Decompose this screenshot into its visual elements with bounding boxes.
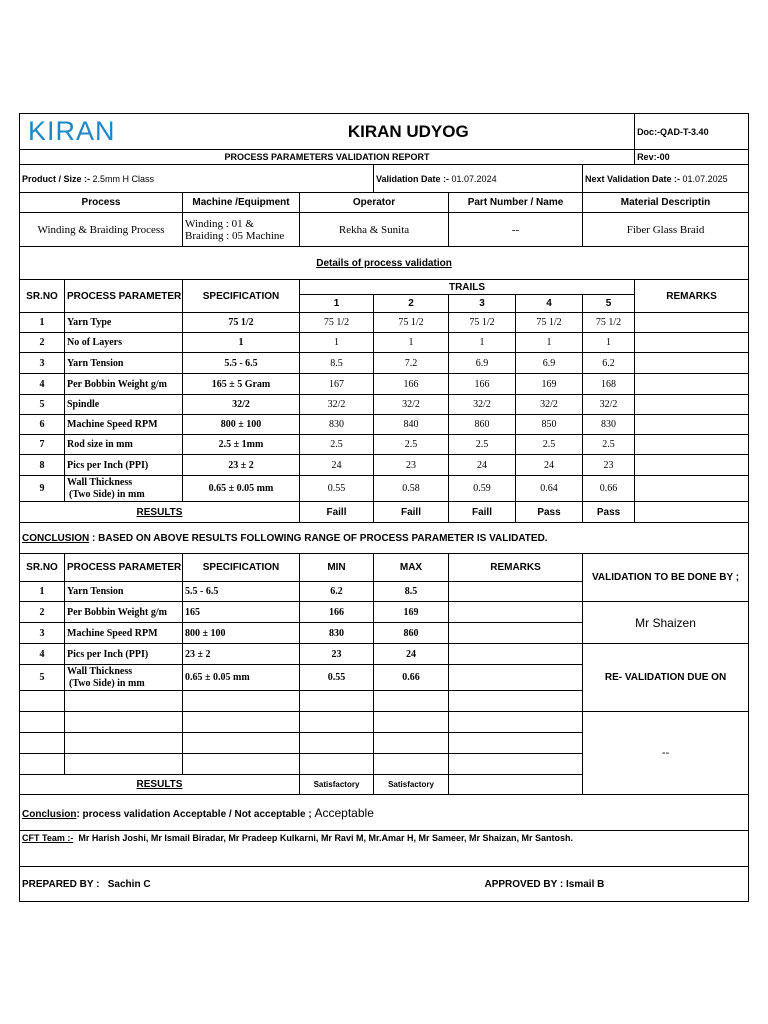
range-row (20, 644, 749, 665)
trial-param: Per Bobbin Weight g/m (65, 374, 183, 395)
trial-value: 0.59 (449, 476, 516, 502)
trial-spec: 5.5 - 6.5 (183, 353, 300, 374)
trial-row (20, 476, 749, 502)
trial-row (20, 455, 749, 476)
range-spec: 23 ± 2 (183, 644, 300, 665)
trial-result: Faill (300, 502, 374, 523)
range-row-empty (20, 712, 749, 733)
kiran-logo: KIRAN (28, 116, 116, 146)
material-value: Fiber Glass Braid (583, 213, 749, 247)
range-row (20, 602, 749, 623)
range-remarks (449, 623, 583, 644)
validation-date-value: 01.07.2024 (451, 173, 497, 184)
range-min: 166 (300, 602, 374, 623)
trial-spec: 0.65 ± 0.05 mm (183, 476, 300, 502)
prepared-by (20, 867, 449, 902)
trial-value: 860 (449, 415, 516, 435)
trial-results-label: RESULTS (20, 502, 300, 523)
trial-param-header: PROCESS PARAMETER (65, 280, 183, 313)
trial-spec: 165 ± 5 Gram (183, 374, 300, 395)
trial-value: 166 (449, 374, 516, 395)
conclusion-text: : BASED ON ABOVE RESULTS FOLLOWING RANGE OF PROCESS PARAMETER IS VALIDATED. (89, 532, 548, 544)
empty-cell (183, 754, 300, 775)
trial-value: 23 (583, 455, 635, 476)
trial-value: 6.2 (583, 353, 635, 374)
empty-cell (20, 712, 65, 733)
range-param-line2: (Two Side) in mm (69, 677, 145, 689)
cft-label: CFT Team :- (22, 833, 74, 843)
trial-row (20, 333, 749, 353)
trial-value: 0.58 (374, 476, 449, 502)
next-validation-label: Next Validation Date :- (585, 173, 681, 184)
validation-by-label: VALIDATION TO BE DONE BY ; (583, 554, 749, 602)
trial-srno-header: SR.NO (20, 280, 65, 313)
trial-value: 24 (449, 455, 516, 476)
trial-value: 166 (374, 374, 449, 395)
empty-cell (449, 691, 583, 712)
range-result-max: Satisfactory (374, 775, 449, 795)
trial-sr: 2 (20, 333, 65, 353)
empty-cell (300, 754, 374, 775)
empty-cell (300, 712, 374, 733)
range-param-header: PROCESS PARAMETER (65, 554, 183, 582)
conclusion2-label: Conclusion (22, 808, 77, 820)
trial-param: Pics per Inch (PPI) (65, 455, 183, 476)
empty-cell (374, 691, 449, 712)
trial-value: 75 1/2 (449, 313, 516, 333)
trial-param: Spindle (65, 395, 183, 415)
trial-sr: 1 (20, 313, 65, 333)
product-label: Product / Size :- (22, 173, 91, 184)
trial-value: 75 1/2 (300, 313, 374, 333)
trial-remarks (635, 395, 749, 415)
trial-remarks (635, 374, 749, 395)
trial-remarks (635, 476, 749, 502)
empty-cell (449, 754, 583, 775)
trial-value: 7.2 (374, 353, 449, 374)
trial-value: 0.64 (516, 476, 583, 502)
trial-remarks-header: REMARKS (635, 280, 749, 313)
trial-sr: 4 (20, 374, 65, 395)
trial-value: 6.9 (516, 353, 583, 374)
trial-value: 167 (300, 374, 374, 395)
trial-num-4: 4 (516, 295, 583, 313)
trial-row (20, 374, 749, 395)
range-max: 24 (374, 644, 449, 665)
trial-value: 6.9 (449, 353, 516, 374)
cft-members: Mr Harish Joshi, Mr Ismail Biradar, Mr Pradeep Kulkarni, Mr Ravi M, Mr.Amar H, Mr Sameer, Mr Shaizan, Mr Santosh. (78, 833, 574, 843)
range-remarks (449, 602, 583, 623)
range-srno-header: SR.NO (20, 554, 65, 582)
range-spec: 165 (183, 602, 300, 623)
trial-sr: 6 (20, 415, 65, 435)
machine-line1: Winding : 01 & (185, 217, 254, 230)
trial-value: 2.5 (516, 435, 583, 455)
range-min-header: MIN (300, 554, 374, 582)
revision: Rev:-00 (635, 150, 749, 165)
validation-date (374, 165, 583, 193)
trial-num-1: 1 (300, 295, 374, 313)
trial-value: 1 (516, 333, 583, 353)
empty-cell (65, 691, 183, 712)
product-value: 2.5mm H Class (92, 173, 155, 184)
trial-remarks (635, 353, 749, 374)
trial-sr: 7 (20, 435, 65, 455)
operator-value: Rekha & Sunita (300, 213, 449, 247)
range-results-remarks (449, 775, 583, 795)
trial-value: 24 (300, 455, 374, 476)
process-value: Winding & Braiding Process (20, 213, 183, 247)
range-sr: 3 (20, 623, 65, 644)
empty-cell (183, 691, 300, 712)
range-max-header: MAX (374, 554, 449, 582)
trial-results-remarks (635, 502, 749, 523)
conclusion-label: CONCLUSION (22, 532, 90, 544)
next-validation-date (583, 165, 749, 193)
range-max: 8.5 (374, 582, 449, 602)
trial-value: 2.5 (449, 435, 516, 455)
trial-value: 75 1/2 (583, 313, 635, 333)
range-sr: 1 (20, 582, 65, 602)
range-spec-header: SPECIFICATION (183, 554, 300, 582)
range-remarks (449, 644, 583, 665)
empty-cell (183, 733, 300, 754)
next-validation-value: 01.07.2025 (682, 173, 728, 184)
empty-cell (65, 712, 183, 733)
trial-param-line1: Wall Thickness (67, 476, 133, 488)
trial-value: 75 1/2 (374, 313, 449, 333)
trial-sr: 8 (20, 455, 65, 476)
machine-line2: Braiding : 05 Machine (185, 229, 285, 242)
range-sr: 2 (20, 602, 65, 623)
empty-cell (300, 733, 374, 754)
trial-result: Pass (583, 502, 635, 523)
range-sr: 5 (20, 665, 65, 691)
trial-remarks (635, 415, 749, 435)
range-param (65, 665, 183, 691)
trial-value: 0.66 (583, 476, 635, 502)
part-value: -- (449, 213, 583, 247)
range-remarks-header: REMARKS (449, 554, 583, 582)
trial-value: 1 (583, 333, 635, 353)
trial-value: 23 (374, 455, 449, 476)
trial-result: Faill (374, 502, 449, 523)
range-max: 860 (374, 623, 449, 644)
product-size (20, 165, 374, 193)
process-header: Process (20, 193, 183, 213)
trial-remarks (635, 313, 749, 333)
empty-cell (374, 712, 449, 733)
range-min: 830 (300, 623, 374, 644)
range-min: 23 (300, 644, 374, 665)
revalidation-value: -- (583, 712, 749, 795)
logo-cell (20, 114, 183, 150)
trial-value: 32/2 (300, 395, 374, 415)
trial-param: Machine Speed RPM (65, 415, 183, 435)
details-title: Details of process validation (20, 247, 749, 280)
trial-value: 2.5 (374, 435, 449, 455)
trial-value: 2.5 (583, 435, 635, 455)
operator-header: Operator (300, 193, 449, 213)
empty-cell (449, 733, 583, 754)
range-max: 169 (374, 602, 449, 623)
empty-cell (65, 754, 183, 775)
trial-remarks (635, 455, 749, 476)
empty-cell (183, 712, 300, 733)
machine-header: Machine /Equipment (183, 193, 300, 213)
trial-spec: 800 ± 100 (183, 415, 300, 435)
range-spec: 800 ± 100 (183, 623, 300, 644)
empty-cell (20, 691, 65, 712)
conclusion-acceptance (20, 795, 749, 831)
trial-value: 75 1/2 (516, 313, 583, 333)
trails-header: TRAILS (300, 280, 635, 295)
trial-value: 1 (300, 333, 374, 353)
empty-cell (374, 733, 449, 754)
empty-cell (20, 733, 65, 754)
range-param: Yarn Tension (65, 582, 183, 602)
conclusion2-value: Acceptable (314, 805, 374, 820)
validation-date-label: Validation Date :- (376, 173, 450, 184)
range-spec: 0.65 ± 0.05 mm (183, 665, 300, 691)
trial-value: 24 (516, 455, 583, 476)
trial-sr: 3 (20, 353, 65, 374)
range-param-line1: Wall Thickness (67, 665, 133, 677)
approved-label: APPROVED BY : (484, 878, 564, 890)
trial-param: No of Layers (65, 333, 183, 353)
range-sr: 4 (20, 644, 65, 665)
trial-spec: 23 ± 2 (183, 455, 300, 476)
material-header: Material Descriptin (583, 193, 749, 213)
report-title: PROCESS PARAMETERS VALIDATION REPORT (20, 150, 635, 165)
range-max: 0.66 (374, 665, 449, 691)
trial-num-3: 3 (449, 295, 516, 313)
trial-result: Faill (449, 502, 516, 523)
trial-value: 32/2 (583, 395, 635, 415)
range-param: Machine Speed RPM (65, 623, 183, 644)
trial-results-row (20, 502, 749, 523)
trial-value: 1 (374, 333, 449, 353)
trial-spec: 2.5 ± 1mm (183, 435, 300, 455)
company-name: KIRAN UDYOG (183, 114, 635, 150)
conclusion2-text: : process validation Acceptable / Not acceptable ; (76, 808, 312, 820)
trial-num-5: 5 (583, 295, 635, 313)
trial-remarks (635, 333, 749, 353)
prepared-label: PREPARED BY : (22, 878, 100, 890)
prepared-name: Sachin C (107, 878, 151, 890)
trial-value: 840 (374, 415, 449, 435)
doc-number: Doc:-QAD-T-3.40 (635, 114, 749, 150)
approved-name: Ismail B (566, 878, 605, 890)
trial-spec: 1 (183, 333, 300, 353)
range-remarks (449, 665, 583, 691)
validation-by-name: Mr Shaizen (583, 602, 749, 644)
empty-cell (374, 754, 449, 775)
range-result-min: Satisfactory (300, 775, 374, 795)
trial-spec-header: SPECIFICATION (183, 280, 300, 313)
trial-param: Rod size in mm (65, 435, 183, 455)
trial-value: 32/2 (516, 395, 583, 415)
trial-spec: 75 1/2 (183, 313, 300, 333)
trial-row (20, 353, 749, 374)
trial-row (20, 395, 749, 415)
empty-cell (449, 712, 583, 733)
trial-result: Pass (516, 502, 583, 523)
trial-row (20, 415, 749, 435)
range-min: 6.2 (300, 582, 374, 602)
trial-value: 8.5 (300, 353, 374, 374)
trial-spec: 32/2 (183, 395, 300, 415)
trial-sr: 9 (20, 476, 65, 502)
trial-param (65, 476, 183, 502)
range-param: Per Bobbin Weight g/m (65, 602, 183, 623)
trial-param: Yarn Type (65, 313, 183, 333)
trial-value: 830 (300, 415, 374, 435)
trial-row (20, 435, 749, 455)
range-spec: 5.5 - 6.5 (183, 582, 300, 602)
trial-value: 830 (583, 415, 635, 435)
empty-cell (65, 733, 183, 754)
trial-row (20, 313, 749, 333)
range-param: Pics per Inch (PPI) (65, 644, 183, 665)
trial-value: 0.55 (300, 476, 374, 502)
approved-by (449, 867, 749, 902)
trial-param: Yarn Tension (65, 353, 183, 374)
trial-num-2: 2 (374, 295, 449, 313)
trial-value: 169 (516, 374, 583, 395)
trial-value: 1 (449, 333, 516, 353)
revalidation-label: RE- VALIDATION DUE ON (583, 644, 749, 712)
trial-value: 32/2 (374, 395, 449, 415)
trial-param-line2: (Two Side) in mm (69, 488, 145, 500)
cft-team (20, 831, 749, 867)
empty-cell (300, 691, 374, 712)
conclusion-validated (20, 523, 749, 554)
range-results-label: RESULTS (20, 775, 300, 795)
trial-value: 2.5 (300, 435, 374, 455)
empty-cell (20, 754, 65, 775)
machine-value (183, 213, 300, 247)
trial-value: 850 (516, 415, 583, 435)
trial-sr: 5 (20, 395, 65, 415)
trial-remarks (635, 435, 749, 455)
validation-report-sheet (19, 113, 749, 902)
trial-value: 168 (583, 374, 635, 395)
part-header: Part Number / Name (449, 193, 583, 213)
trial-value: 32/2 (449, 395, 516, 415)
range-remarks (449, 582, 583, 602)
range-min: 0.55 (300, 665, 374, 691)
